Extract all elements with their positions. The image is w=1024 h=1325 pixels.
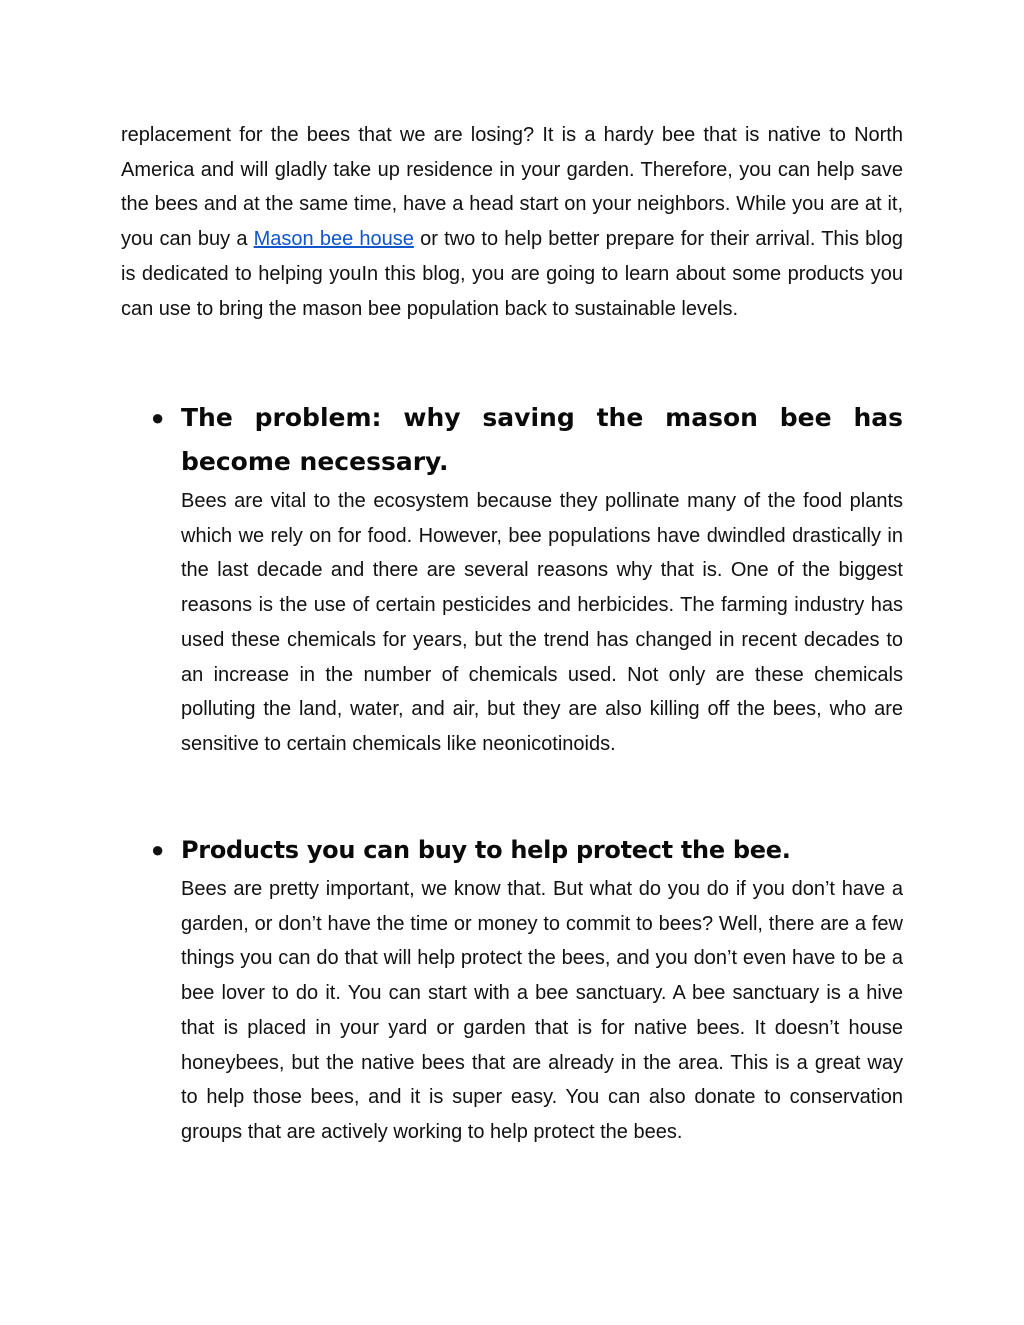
mason-bee-house-link[interactable]: Mason bee house	[253, 228, 414, 251]
section-problem	[151, 396, 903, 762]
intro-text-start: replacement for the bees that we are losing? It is a hardy bee that is native to North America and will gladly take up residence in your garden. Therefore, you can help save the bees and at the same time, have a head start on your neighbors. While you are at it, you can buy a	[121, 124, 903, 251]
intro-paragraph	[121, 118, 903, 326]
bullet-point: ●	[151, 405, 165, 430]
section-heading: The problem: why saving the mason bee has become necessary.	[181, 403, 903, 476]
intro-text-end: or two to help better prepare for their arrival. This blog is dedicated to helping youIn this blog, you are going to learn about some products you can use to bring the mason bee population back to sustainable levels.	[121, 228, 903, 320]
section-body: Bees are vital to the ecosystem because they pollinate many of the food plants which we rely on for food. However, bee populations have dwindled drastically in the last decade and there are several reasons why that is. One of the biggest reasons is the use of certain pesticides and herbicides. The farming industry has used these chemicals for years, but the trend has changed in recent decades to an increase in the number of chemicals used. Not only are these chemicals polluting the land, water, and air, but they are also killing off the bees, who are sensitive to certain chemicals like neonicotinoids.	[181, 490, 903, 755]
section-heading: Products you can buy to help protect the bee.	[181, 836, 791, 864]
section-body: Bees are pretty important, we know that. But what do you do if you don’t have a garden, or don’t have the time or money to commit to bees? Well, there are a few things you can do that will help protect the bees, and you don’t even have to be a bee lover to do it. You can start with a bee sanctuary. A bee sanctuary is a hive that is placed in your yard or garden that is for native bees. It doesn’t house honeybees, but the native bees that are already in the area. This is a great way to help those bees, and it is super easy. You can also donate to conservation groups that are actively working to help protect the bees.	[181, 878, 903, 1143]
section-products	[151, 828, 903, 1150]
bullet-point: ●	[151, 837, 165, 862]
